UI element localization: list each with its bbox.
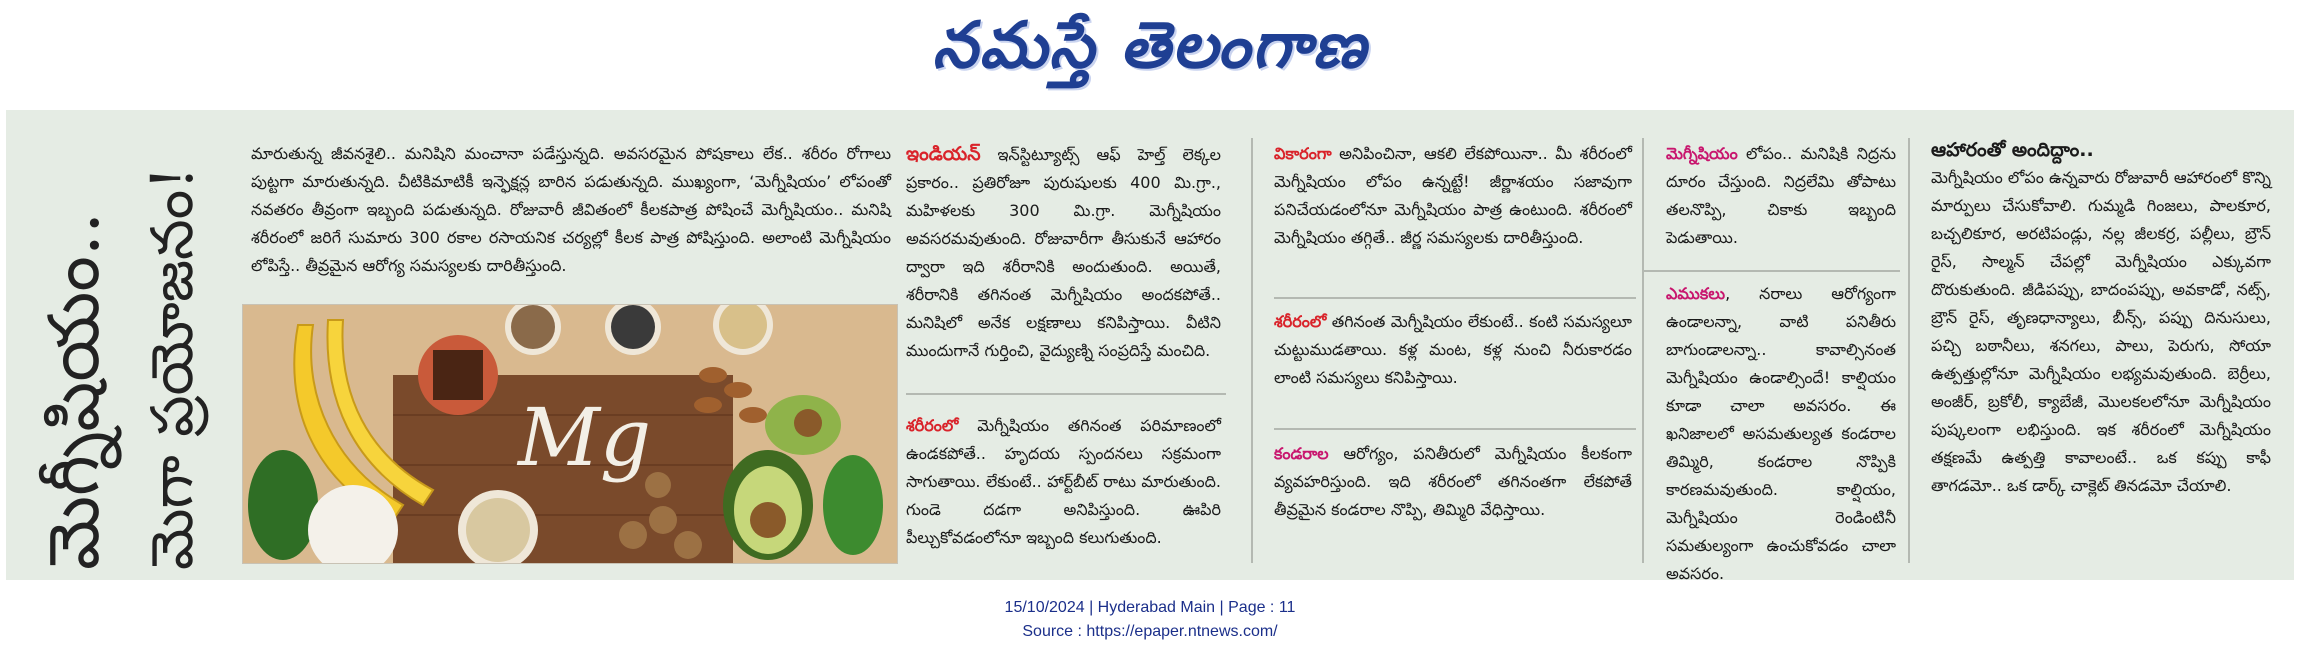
column-2-bottom: [1274, 440, 1632, 524]
headline-line-1: మెగ్నీషియం..: [33, 211, 115, 570]
column-1-divider: [906, 393, 1226, 395]
column-3-divider: [1644, 270, 1900, 272]
col1-p1-text: ఇన్‌స్టిట్యూట్స్ ఆఫ్ హెల్త్ లెక్కల ప్రకారం.. ప్రతిరోజూ పురుషులకు 400 మి.గ్రా., మహిళలకు 300 మి.గ్రా. మెగ్నీషియం అవసరమవుతుంది. రోజువారీగా తీసుకునే ఆహారం ద్వారా ఇది శరీరానికి అందుతుంది. అయితే, శరీరానికి తగినంత మెగ్నీషియం అందకపోతే.. మనిషిలో అనేక లక్షణాలు కనిపిస్తాయి. వీటిని ముందుగానే గుర్తించి, వైద్యుణ్ని సంప్రదిస్తే మంచిది.: [906, 145, 1221, 360]
footer-date-edition: 15/10/2024 | Hyderabad Main | Page : 11: [1004, 599, 1296, 616]
col3-p1-lead: మెగ్నీషియం: [1666, 144, 1738, 163]
column-divider-1: [1251, 138, 1253, 563]
column-4: [1931, 136, 2271, 500]
column-divider-2: [1642, 138, 1644, 563]
col2-p2-lead: శరీరంలో: [1274, 312, 1327, 331]
column-1-top: [906, 140, 1221, 365]
mg-flour-text: Mg: [518, 391, 652, 484]
footer-source: Source : https://epaper.ntnews.com/: [1022, 623, 1278, 640]
col2-p1-lead: వికారంగా: [1274, 144, 1332, 163]
column-divider-3: [1908, 138, 1910, 563]
column-3-top: [1666, 140, 1896, 252]
column-3-bottom: [1666, 280, 1896, 588]
column-2-top: [1274, 140, 1632, 252]
col2-p3-lead: కండరాల: [1274, 444, 1329, 463]
col2-p3-text: ఆరోగ్యం, పనితీరులో మెగ్నీషియం కీలకంగా వ్యవహరిస్తుంది. ఇది శరీరంలో తగినంతగా లేకపోతే తీవ్రమైన కండరాల నొప్పి, తిమ్మిరి వేధిస్తాయి.: [1274, 444, 1632, 519]
column-2-divider-a: [1274, 297, 1636, 299]
col3-p1-text: లోపం.. మనిషికి నిద్రను దూరం చేస్తుంది. నిద్రలేమి తోపాటు తలనొప్పి, చికాకు ఇబ్బంది పెడుతాయి.: [1666, 144, 1896, 247]
article-headline: [24, 130, 234, 570]
col4-heading: ఆహారంతో అందిద్దాం..: [1931, 139, 2094, 161]
page-footer: [0, 596, 2300, 644]
col4-text: మెగ్నీషియం లోపం ఉన్నవారు రోజువారీ ఆహారంలో కొన్ని మార్పులు చేసుకోవాలి. గుమ్మడి గింజలు, పాలకూర, బచ్చలికూర, అరటిపండ్లు, నల్ల జీలకర్ర, పల్లీలు, బ్రౌన్ రైస్, సాల్మన్ చేపల్లో మెగ్నీషియం ఎక్కువగా దొరుకుతుంది. జీడిపప్పు, బాదంపప్పు, అవకాడో, నట్స్, బ్రౌన్ రైస్, తృణధాన్యాలు, బీన్స్, పప్పు దినుసులు, పచ్చి బఠానీలు, శనగలు, పాలు, పెరుగు, సోయా ఉత్పత్తుల్లోనూ మెగ్నీషియం లభ్యమవుతుంది. బెర్రీలు, అంజీర్, బ్రకోలీ, క్యాబేజీ, మొలకలలోనూ మెగ్నీషియం పుష్కలంగా లభిస్తుంది. ఇక శరీరంలో మెగ్నీషియం తక్షణమే ఉత్పత్తి కావాలంటే.. ఒక కప్పు కాఫీ తాగడమో.. ఒక డార్క్ చాక్లెట్ తినడమో చేయాలి.: [1931, 168, 2271, 495]
newspaper-logo: నమస్తే తెలంగాణ: [932, 8, 1368, 83]
column-2-middle: [1274, 308, 1632, 392]
col1-p2-text: మెగ్నీషియం తగినంత పరిమాణంలో ఉండకపోతే.. హృదయ స్పందనలు సక్రమంగా సాగుతాయి. లేకుంటే.. హార్ట్‌బీట్ రాటు మారుతుంది. గుండె దడగా అనిపిస్తుంది. ఊపిరి పీల్చుకోవడంలోనూ ఇబ్బంది కలుగుతుంది.: [906, 416, 1221, 547]
col1-p1-lead: ఇండియన్: [906, 143, 981, 165]
column-2-divider-b: [1274, 428, 1636, 430]
col2-p1-text: అనిపించినా, ఆకలి లేకపోయినా.. మీ శరీరంలో మెగ్నీషియం లోపం ఉన్నట్టే! జీర్ణాశయం సజావుగా పనిచేయడంలోనూ మెగ్నీషియం పాత్ర ఉంటుంది. శరీరంలో మెగ్నీషియం తగ్గితే.. జీర్ణ సమస్యలకు దారితీస్తుంది.: [1274, 144, 1632, 247]
col3-p2-lead: ఎముకలు: [1666, 284, 1726, 303]
intro-paragraph: మారుతున్న జీవనశైలి.. మనిషిని మంచానా పడేస్తున్నది. అవసరమైన పోషకాలు లేక.. శరీరం రోగాలు పుట్టగా మారుతున్నది. చీటికిమాటికీ ఇన్ఫెక్షన్ల బారిన పడుతున్నది. ముఖ్యంగా, ‘మెగ్నీషియం’ లోపంతో నవతరం తీవ్రంగా ఇబ్బంది పడుతున్నది. రోజువారీ జీవితంలో కీలకపాత్ర పోషించే మెగ్నీషియం.. మనిషి శరీరంలో జరిగే సుమారు 300 రకాల రసాయనిక చర్యల్లో కీలక పాత్ర పోషిస్తుంది. అలాంటి మెగ్నీషియం లోపిస్తే.. తీవ్రమైన ఆరోగ్య సమస్యలకు దారితీస్తుంది.: [251, 144, 891, 275]
article-panel: [6, 110, 2294, 583]
col2-p2-text: తగినంత మెగ్నీషియం లేకుంటే.. కంటి సమస్యలూ చుట్టుముడతాయి. కళ్ల మంట, కళ్ల నుంచి నీరుకారడం లాంటి సమస్యలు కనిపిస్తాయి.: [1274, 312, 1632, 387]
col1-p2-lead: శరీరంలో: [906, 416, 959, 435]
masthead: [0, 0, 2300, 110]
food-illustration-icon: [243, 305, 897, 563]
magnesium-foods-photo: [242, 304, 898, 564]
col3-p2-text: , నరాలు ఆరోగ్యంగా ఉండాలన్నా, వాటి పనితీరు బాగుండాలన్నా.. కావాల్సినంత మెగ్నీషియం ఉండాల్సిందే! కాల్షియం కూడా చాలా అవసరం. ఈ ఖనిజాలలో అసమతుల్యత కండరాల తిమ్మిరి, కండరాల నొప్పికి కారణమవుతుంది. కాల్షియం, మెగ్నీషియం రెండింటినీ సమతుల్యంగా ఉంచుకోవడం చాలా అవసరం.: [1666, 284, 1896, 583]
headline-line-2: మెగా ప్రయోజనం!: [138, 166, 206, 570]
column-1-bottom: [906, 412, 1221, 552]
